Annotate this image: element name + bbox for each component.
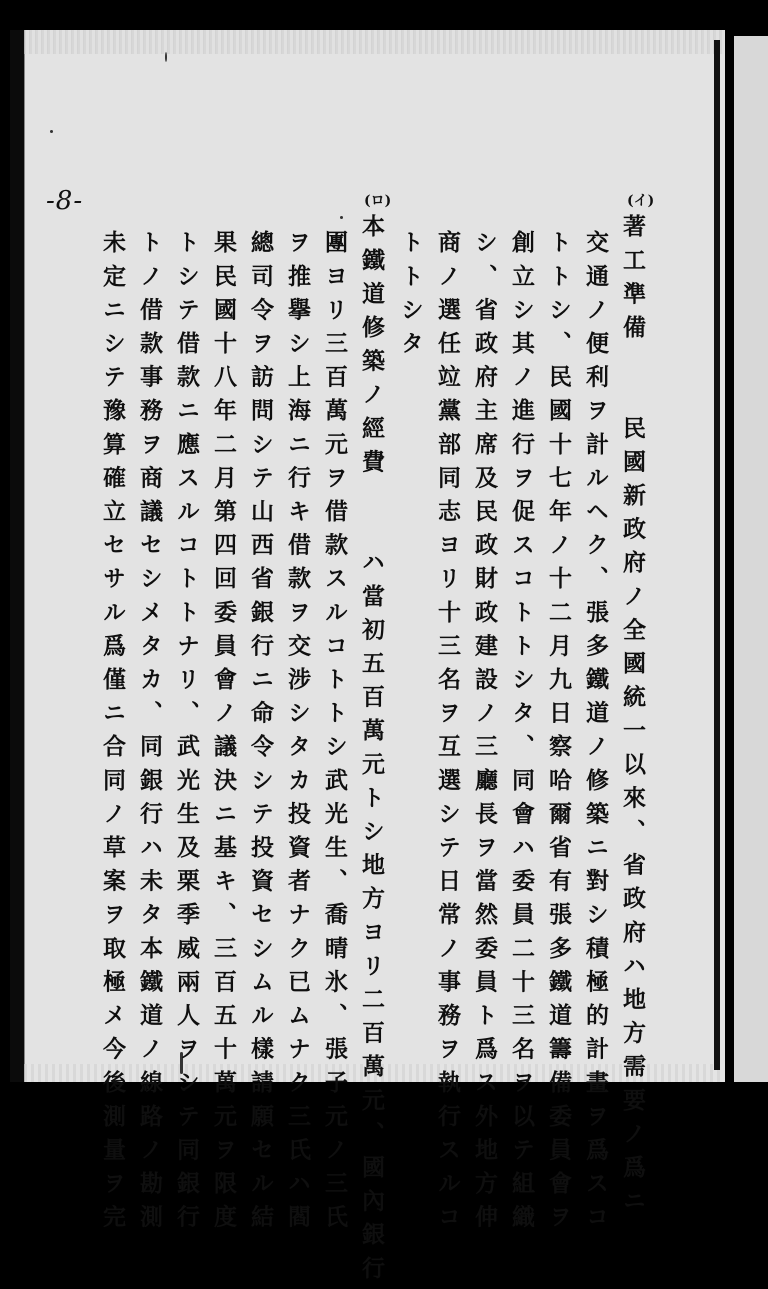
text-column: トトシタ <box>397 230 424 365</box>
text-column: 商ノ選任竝黨部同志ヨリ十三名ヲ互選シテ日常ノ事務ヲ執行スルコ <box>434 230 461 1238</box>
section-marker-ro: (ロ) <box>364 193 392 209</box>
text-column: トノ借款事務ヲ商議セシメタカ、同銀行ハ未タ本鐵道ノ線路ノ勘測 <box>136 230 163 1238</box>
text-column: 果民國十八年二月第四回委員會ノ議決ニ基キ、三百五十萬元ヲ限度 <box>210 230 237 1238</box>
text-column: 總司令ヲ訪問シテ山西省銀行ニ命令シテ投資セシムル樣請願セル結 <box>247 230 274 1238</box>
text-column: 創立シ其ノ進行ヲ促スコトトシタ、同會ハ委員二十三名ヲ以テ組織 <box>508 230 535 1238</box>
text-column: 未定ニシテ豫算確立セサル爲僅ニ合同ノ草案ヲ取極メ今後測量ヲ完 <box>99 230 126 1238</box>
scan-speck <box>50 130 53 133</box>
page-fold-line <box>714 40 720 1070</box>
page-number: -8- <box>46 186 84 216</box>
text-column: 交通ノ便利ヲ計ルヘク、張多鐵道ノ修築ニ對シ積極的計畫ヲ爲スコ <box>582 230 609 1238</box>
text-column: 團ヨリ三百萬元ヲ借款スルコトトシ武光生、喬晴氷、張子元ノ三氏 <box>321 230 348 1238</box>
section-marker-i: (イ) <box>627 193 655 209</box>
book-gutter <box>10 30 24 1082</box>
text-column: トシテ借款ニ應スルコトトナリ、武光生及栗季威兩人ヲシテ同銀行 <box>173 230 200 1238</box>
scan-noise-top <box>24 30 724 54</box>
text-column: シ、省政府主席及民政財政建設ノ三廳長ヲ當然委員ト爲ス外地方伸 <box>471 230 498 1238</box>
text-column: 著工準備 民國新政府ノ全國統一以來、省政府ハ地方需要ノ爲ニ <box>619 214 646 1222</box>
adjacent-page-edge <box>734 36 768 1082</box>
text-column: ヲ推擧シ上海ニ行キ借款ヲ交涉シタカ投資者ナク已ムナク三氏ハ閻 <box>284 230 311 1238</box>
scan-speck <box>165 52 167 62</box>
text-column: 本鐵道修築ノ經費 ハ當初五百萬元トシ地方ヨリ二百萬元、國內銀行 <box>358 214 385 1289</box>
text-column: トトシ、民國十七年ノ十二月九日察哈爾省有張多鐵道籌備委員會ヲ <box>545 230 572 1238</box>
scan-speck <box>340 216 343 219</box>
